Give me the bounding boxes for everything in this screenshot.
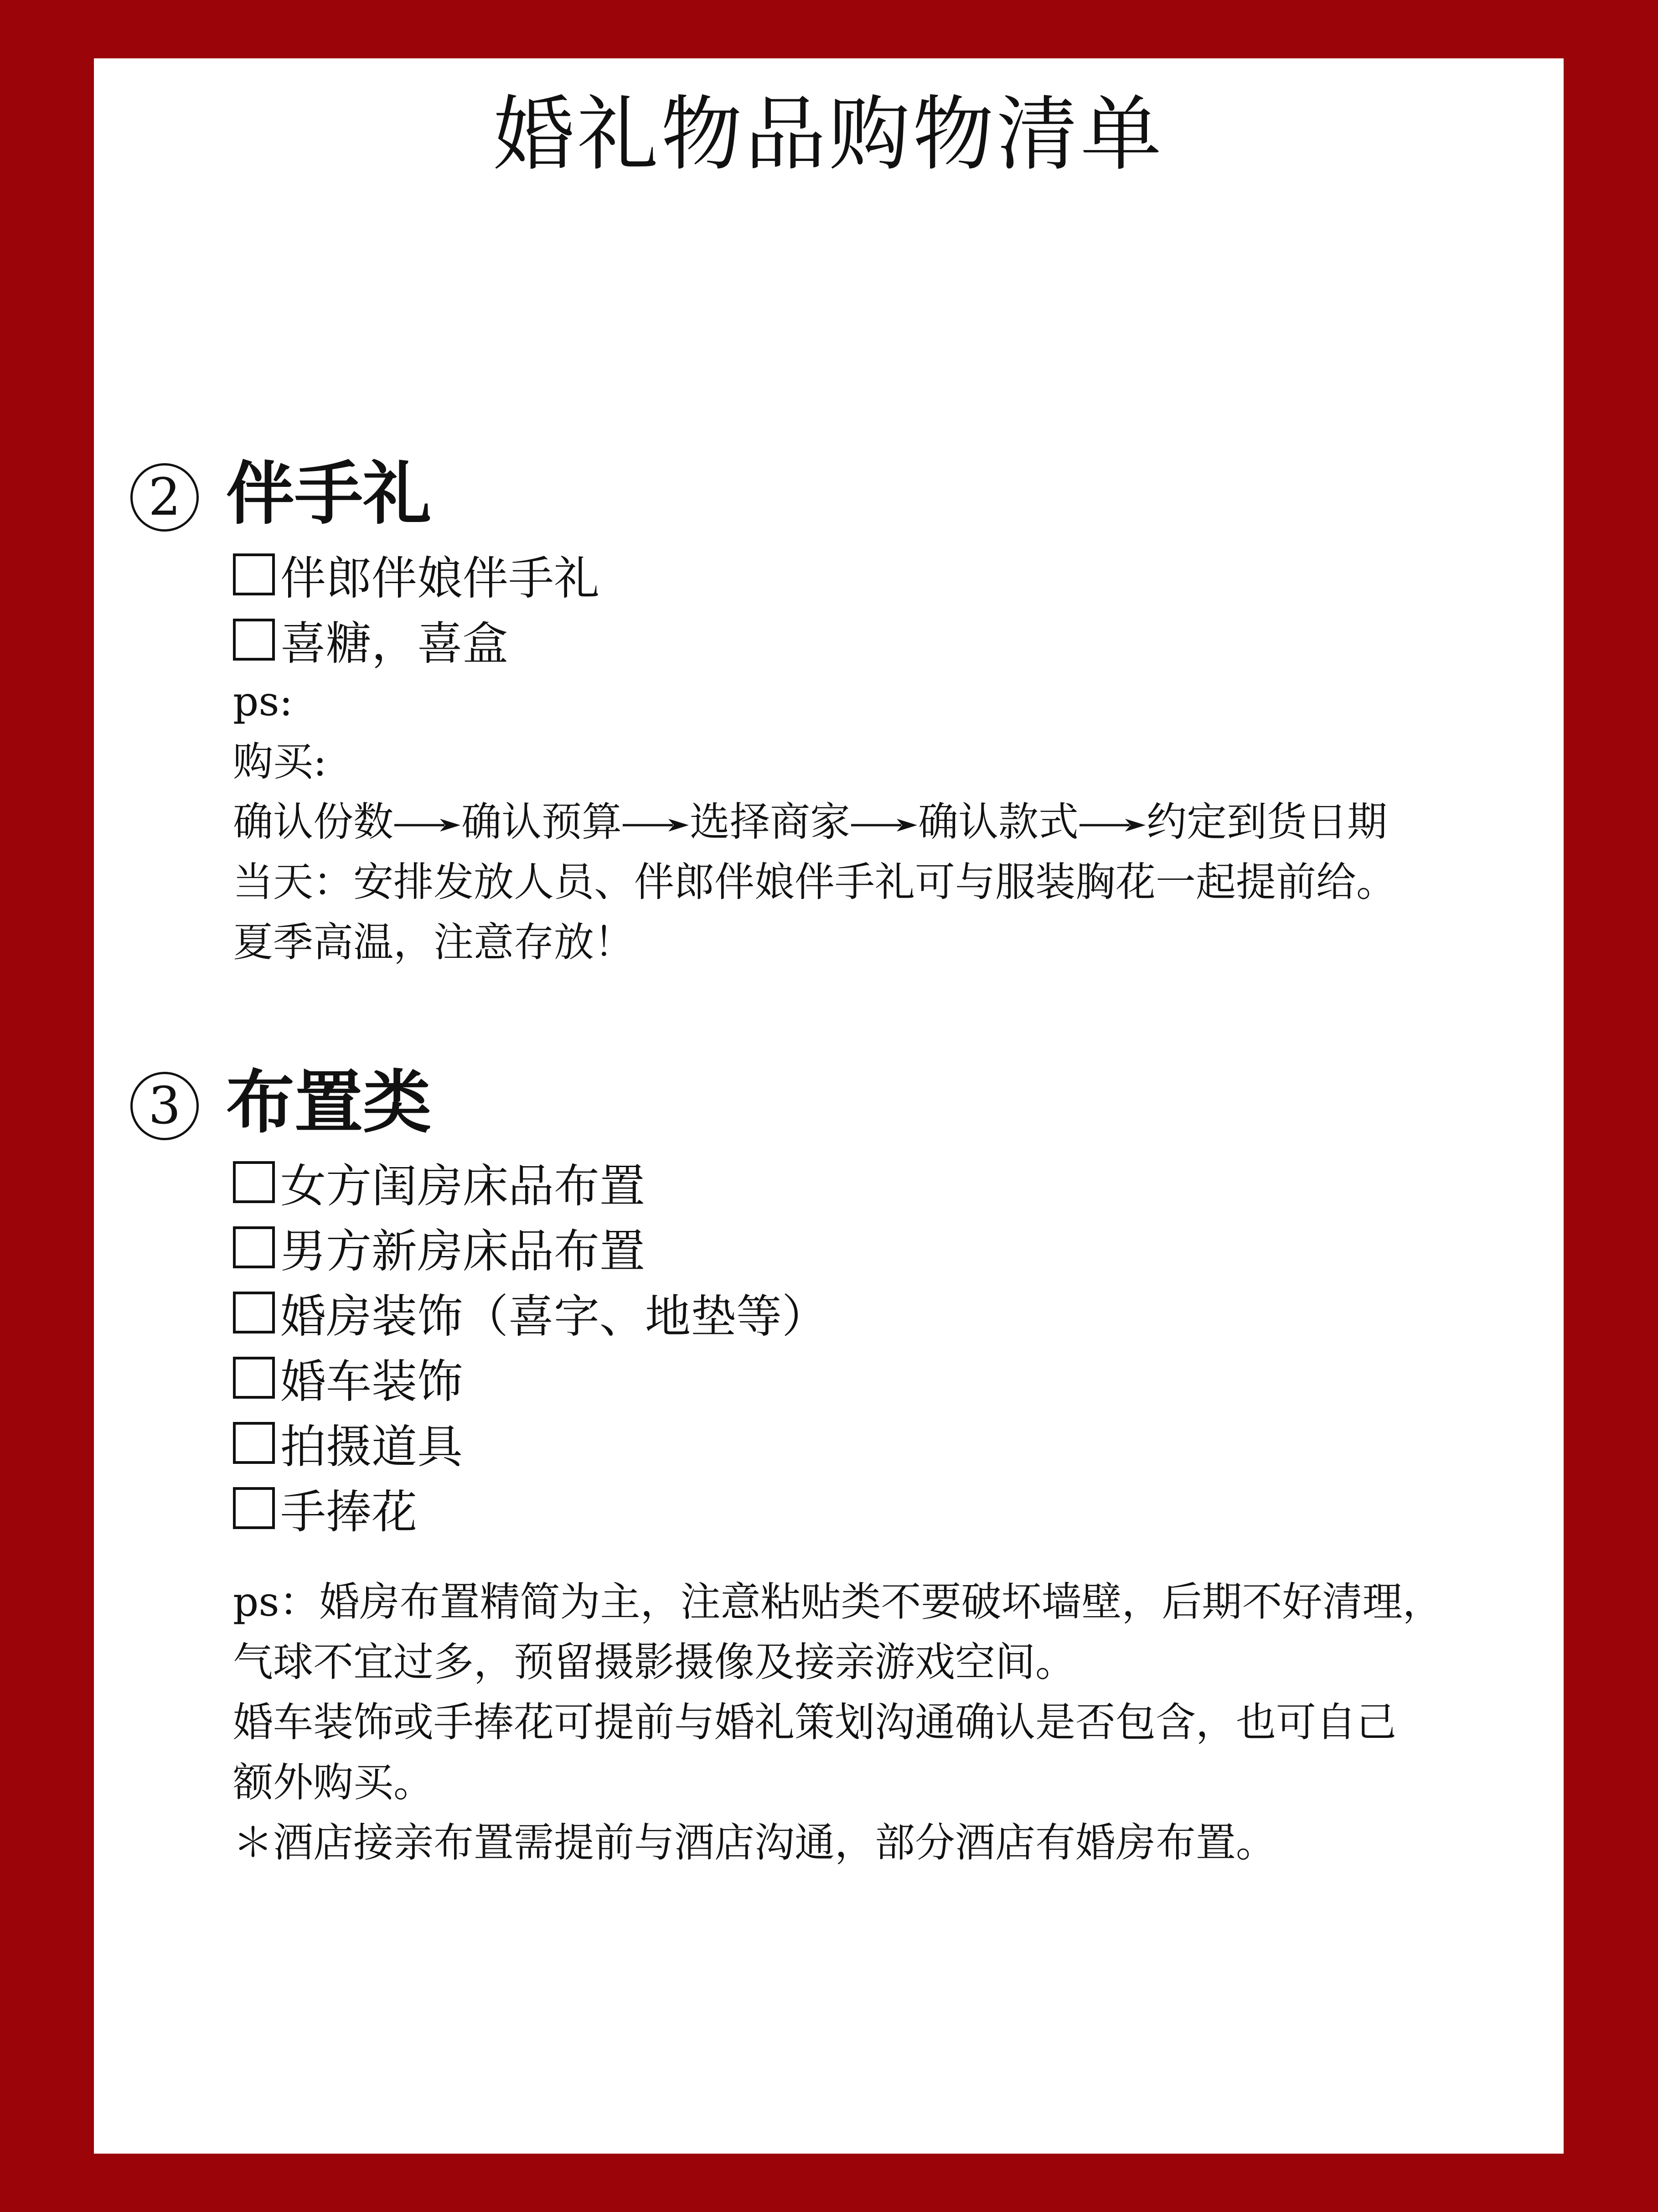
checklist-item: [233, 1410, 827, 1475]
note-line: ps:: [233, 678, 293, 725]
flow-step: 约定到货日期: [1147, 798, 1388, 845]
checklist-item: [233, 1345, 827, 1410]
arrow-right-icon: [623, 816, 689, 834]
checklist-item-label: 伴郎伴娘伴手礼: [280, 551, 599, 605]
checklist-item-label: 女方闺房床品布置: [280, 1159, 645, 1213]
notes: [233, 1572, 1443, 1873]
note-line: ps：婚房布置精简为主，注意粘贴类不要破坏墙壁，后期不好清理，: [233, 1578, 1443, 1625]
arrow-right-icon: [851, 816, 917, 834]
arrow-right-icon: [394, 816, 460, 834]
checklist: [233, 542, 599, 672]
purchase-flow: [233, 792, 1396, 852]
checklist-item-label: 男方新房床品布置: [280, 1224, 645, 1278]
checklist: [233, 1149, 827, 1540]
section-heading: 伴手礼: [226, 454, 432, 534]
section-number-circle: 3: [130, 1072, 199, 1140]
checkbox-icon[interactable]: [233, 1226, 275, 1268]
checklist-item-label: 喜糖，喜盒: [280, 616, 508, 670]
checklist-item: [233, 1215, 827, 1280]
checkbox-icon[interactable]: [233, 1161, 275, 1203]
arrow-right-icon: [1080, 816, 1146, 834]
flow-step: 确认份数: [233, 798, 394, 845]
checkbox-icon[interactable]: [233, 1357, 275, 1399]
checklist-item: [233, 1475, 827, 1540]
note-line: 额外购买。: [233, 1759, 434, 1806]
checklist-item-label: 婚房装饰（喜字、地垫等）: [280, 1289, 827, 1343]
checklist-item: [233, 607, 599, 672]
checklist-item: [233, 542, 599, 607]
flow-step: 确认款式: [918, 798, 1079, 845]
section-heading: 布置类: [226, 1062, 432, 1142]
notes: [233, 672, 1396, 972]
checkbox-icon[interactable]: [233, 1487, 275, 1529]
note-line: 气球不宜过多，预留摄影摄像及接亲游戏空间。: [233, 1638, 1076, 1685]
note-line: 婚车装饰或手捧花可提前与婚礼策划沟通确认是否包含，也可自己: [233, 1699, 1397, 1746]
checklist-item-label: 拍摄道具: [280, 1420, 463, 1473]
checklist-item-label: 婚车装饰: [280, 1354, 463, 1408]
checklist-item-label: 手捧花: [280, 1485, 417, 1539]
note-line: 购买:: [233, 738, 327, 785]
checkbox-icon[interactable]: [233, 1422, 275, 1464]
note-line: 当天：安排发放人员、伴郎伴娘伴手礼可与服装胸花一起提前给。: [233, 858, 1397, 905]
flow-step: 选择商家: [690, 798, 851, 845]
page-title: 婚礼物品购物清单: [493, 87, 1164, 181]
document-page: [94, 58, 1564, 2154]
checklist-item: [233, 1280, 827, 1345]
note-line: 夏季高温，注意存放！: [233, 919, 635, 966]
checkbox-icon[interactable]: [233, 619, 275, 661]
section-number-circle: 2: [130, 463, 199, 532]
checkbox-icon[interactable]: [233, 1292, 275, 1333]
note-line: ＊酒店接亲布置需提前与酒店沟通，部分酒店有婚房布置。: [233, 1819, 1276, 1866]
checkbox-icon[interactable]: [233, 553, 275, 595]
checklist-item: [233, 1149, 827, 1215]
flow-step: 确认预算: [461, 798, 622, 845]
